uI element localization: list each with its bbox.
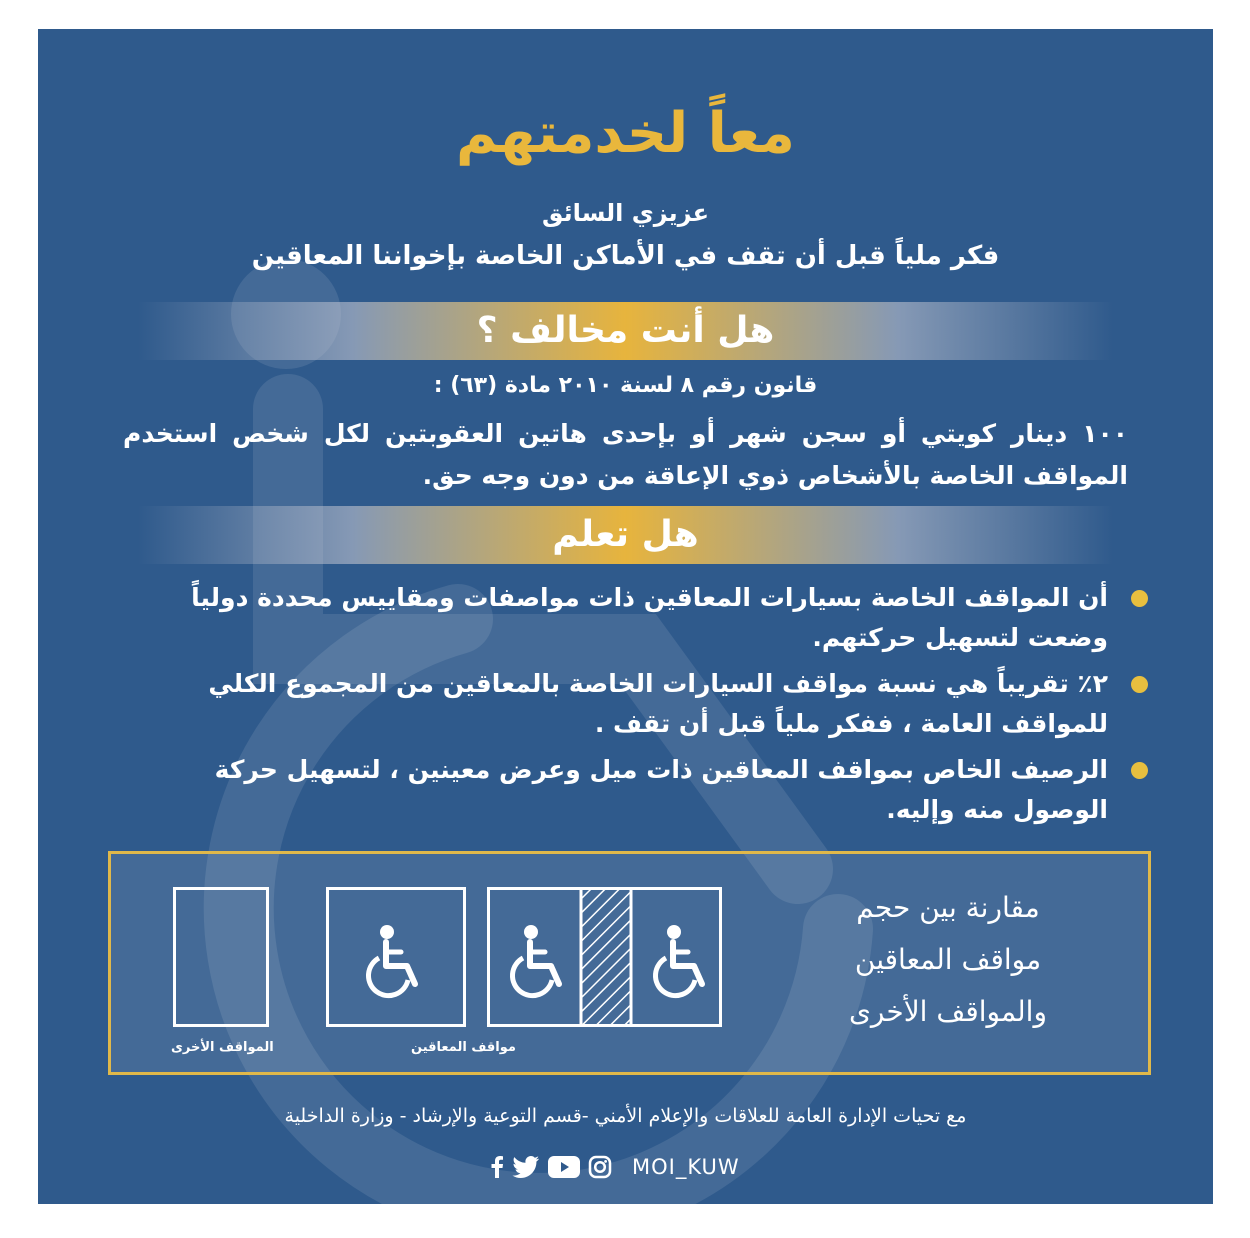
bullet-dot-icon xyxy=(1131,590,1148,607)
twitter-icon[interactable] xyxy=(512,1156,540,1178)
fact-text: ٢٪ تقريباً هي نسبة مواقف السيارات الخاصة بالمعاقين من المجموع الكلي للمواقف العامة ، ففكر ملياً قبل أن تقف . xyxy=(208,669,1108,738)
disabled-slots-label: مواقف المعاقين xyxy=(411,1040,516,1055)
comparison-title xyxy=(818,882,1078,1038)
comparison-box xyxy=(108,851,1151,1075)
greeting: عزيزي السائق xyxy=(542,199,709,227)
social-handle[interactable]: MOI_KUW xyxy=(632,1155,740,1179)
other-slots-label: المواقف الأخرى xyxy=(171,1040,274,1055)
bullet-dot-icon xyxy=(1131,762,1148,779)
youtube-icon[interactable] xyxy=(548,1156,580,1178)
disabled-double-slot-drawing xyxy=(490,890,719,1024)
facts-heading: هل تعلم xyxy=(552,514,699,555)
list-item xyxy=(123,578,1148,658)
facts-heading-band xyxy=(138,506,1113,564)
comparison-title-line: مواقف المعاقين xyxy=(854,943,1042,976)
comparison-title-line: والمواقف الأخرى xyxy=(849,995,1047,1028)
disabled-parking-slot xyxy=(326,887,466,1027)
poster-panel xyxy=(38,29,1213,1204)
disabled-double-parking-slot xyxy=(487,887,722,1027)
facts-list xyxy=(123,578,1148,836)
violation-heading-band xyxy=(138,302,1113,360)
penalty-text: ١٠٠ دينار كويتي أو سجن شهر أو بإحدى هاتين العقوبتين لكل شخص استخدم المواقف الخاصة بالأشخاص ذوي الإعاقة من دون وجه حق. xyxy=(123,419,1128,490)
facebook-icon[interactable] xyxy=(490,1156,504,1178)
wheelchair-icon xyxy=(655,925,702,996)
fact-text: الرصيف الخاص بمواقف المعاقين ذات ميل وعرض معينين ، لتسهيل حركة الوصول منه وإليه. xyxy=(214,755,1108,824)
subtitle: فكر ملياً قبل أن تقف في الأماكن الخاصة بإخواننا المعاقين xyxy=(251,241,1000,271)
list-item xyxy=(123,750,1148,830)
law-reference: قانون رقم ٨ لسنة ٢٠١٠ مادة (٦٣) : xyxy=(433,373,818,398)
other-parking-slot xyxy=(173,887,269,1027)
list-item xyxy=(123,664,1148,744)
violation-heading: هل أنت مخالف ؟ xyxy=(476,310,775,351)
wheelchair-icon xyxy=(329,890,463,1024)
footer-credit: مع تحيات الإدارة العامة للعلاقات والإعلام الأمني -قسم التوعية والإرشاد - وزارة الداخلية xyxy=(284,1105,967,1127)
poster-title: معاً لخدمتهم xyxy=(456,101,795,166)
fact-text: أن المواقف الخاصة بسيارات المعاقين ذات مواصفات ومقاييس محددة دولياً وضعت لتسهيل حركتهم. xyxy=(191,583,1108,652)
wheelchair-icon xyxy=(512,925,559,996)
instagram-icon[interactable] xyxy=(588,1155,612,1179)
bullet-dot-icon xyxy=(1131,676,1148,693)
social-links xyxy=(490,1149,740,1185)
comparison-title-line: مقارنة بين حجم xyxy=(856,891,1040,924)
